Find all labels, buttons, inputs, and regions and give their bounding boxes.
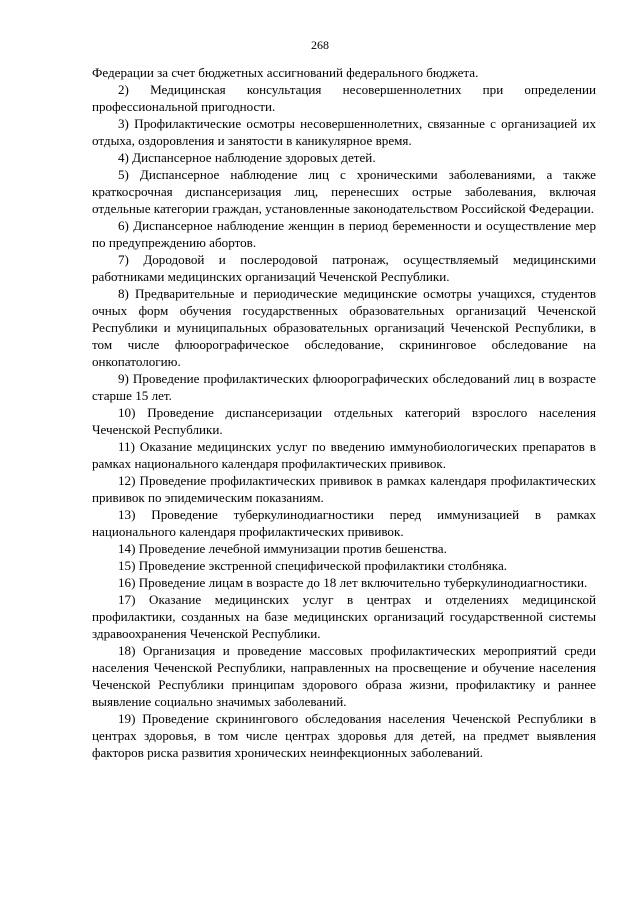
paragraph: 19) Проведение скринингового обследования населения Чеченской Республики в центрах здоровья, в том числе центрах здоровья для детей, на предмет выявления факторов риска развития хронических неинфекционных заболеваний. — [92, 711, 596, 760]
paragraph: 15) Проведение экстренной специфической профилактики столбняка. — [118, 558, 508, 573]
paragraph: 10) Проведение диспансеризации отдельных категорий взрослого населения Чеченской Республики. — [92, 405, 596, 437]
paragraph: 13) Проведение туберкулинодиагностики перед иммунизацией в рамках национального календаря профилактических прививок. — [92, 507, 596, 539]
page-number: 268 — [311, 38, 329, 52]
paragraph: 8) Предварительные и периодические медицинские осмотры учащихся, студентов очных форм обучения государственных образовательных организаций Чеченской Республики и муниципальных образовательных организаций Чеченской Республики, в том числе флюорографическое обследование, скрининговое обследование на онкопатологию. — [92, 286, 596, 369]
paragraph: 5) Диспансерное наблюдение лиц с хроническими заболеваниями, а также краткосрочная диспансеризация лиц, перенесших острые заболевания, включая отдельные категории граждан, установленные законодательством Российской Федерации. — [92, 167, 596, 216]
paragraph: 18) Организация и проведение массовых профилактических мероприятий среди населения Чеченской Республики, направленных на просвещение и обучение населения Чеченской Республики принципам здорового образа жизни, профилактику и раннее выявление социально значимых заболеваний. — [92, 643, 596, 709]
paragraph: 14) Проведение лечебной иммунизации против бешенства. — [118, 541, 447, 556]
paragraph: 17) Оказание медицинских услуг в центрах и отделениях медицинской профилактики, созданных на базе медицинских организаций государственной системы здравоохранения Чеченской Республики. — [92, 592, 596, 641]
paragraph: 2) Медицинская консультация несовершеннолетних при определении профессиональной пригодности. — [92, 82, 596, 114]
paragraph: 3) Профилактические осмотры несовершеннолетних, связанные с организацией их отдыха, оздоровления и занятости в каникулярное время. — [92, 116, 596, 148]
paragraph: 12) Проведение профилактических прививок в рамках календаря профилактических прививок по эпидемическим показаниям. — [92, 473, 596, 505]
paragraph: 4) Диспансерное наблюдение здоровых детей. — [118, 150, 376, 165]
paragraph: 11) Оказание медицинских услуг по введению иммунобиологических препаратов в рамках национального календаря профилактических прививок. — [92, 439, 596, 471]
body-text — [92, 64, 596, 761]
paragraph: 16) Проведение лицам в возрасте до 18 лет включительно туберкулинодиагностики. — [118, 575, 588, 590]
paragraph: Федерации за счет бюджетных ассигнований федерального бюджета. — [92, 65, 479, 80]
paragraph: 6) Диспансерное наблюдение женщин в период беременности и осуществление мер по предупреждению абортов. — [92, 218, 596, 250]
paragraph: 9) Проведение профилактических флюорографических обследований лиц в возрасте старше 15 лет. — [92, 371, 596, 403]
paragraph: 7) Дородовой и послеродовой патронаж, осуществляемый медицинскими работниками медицинских организаций Чеченской Республики. — [92, 252, 596, 284]
